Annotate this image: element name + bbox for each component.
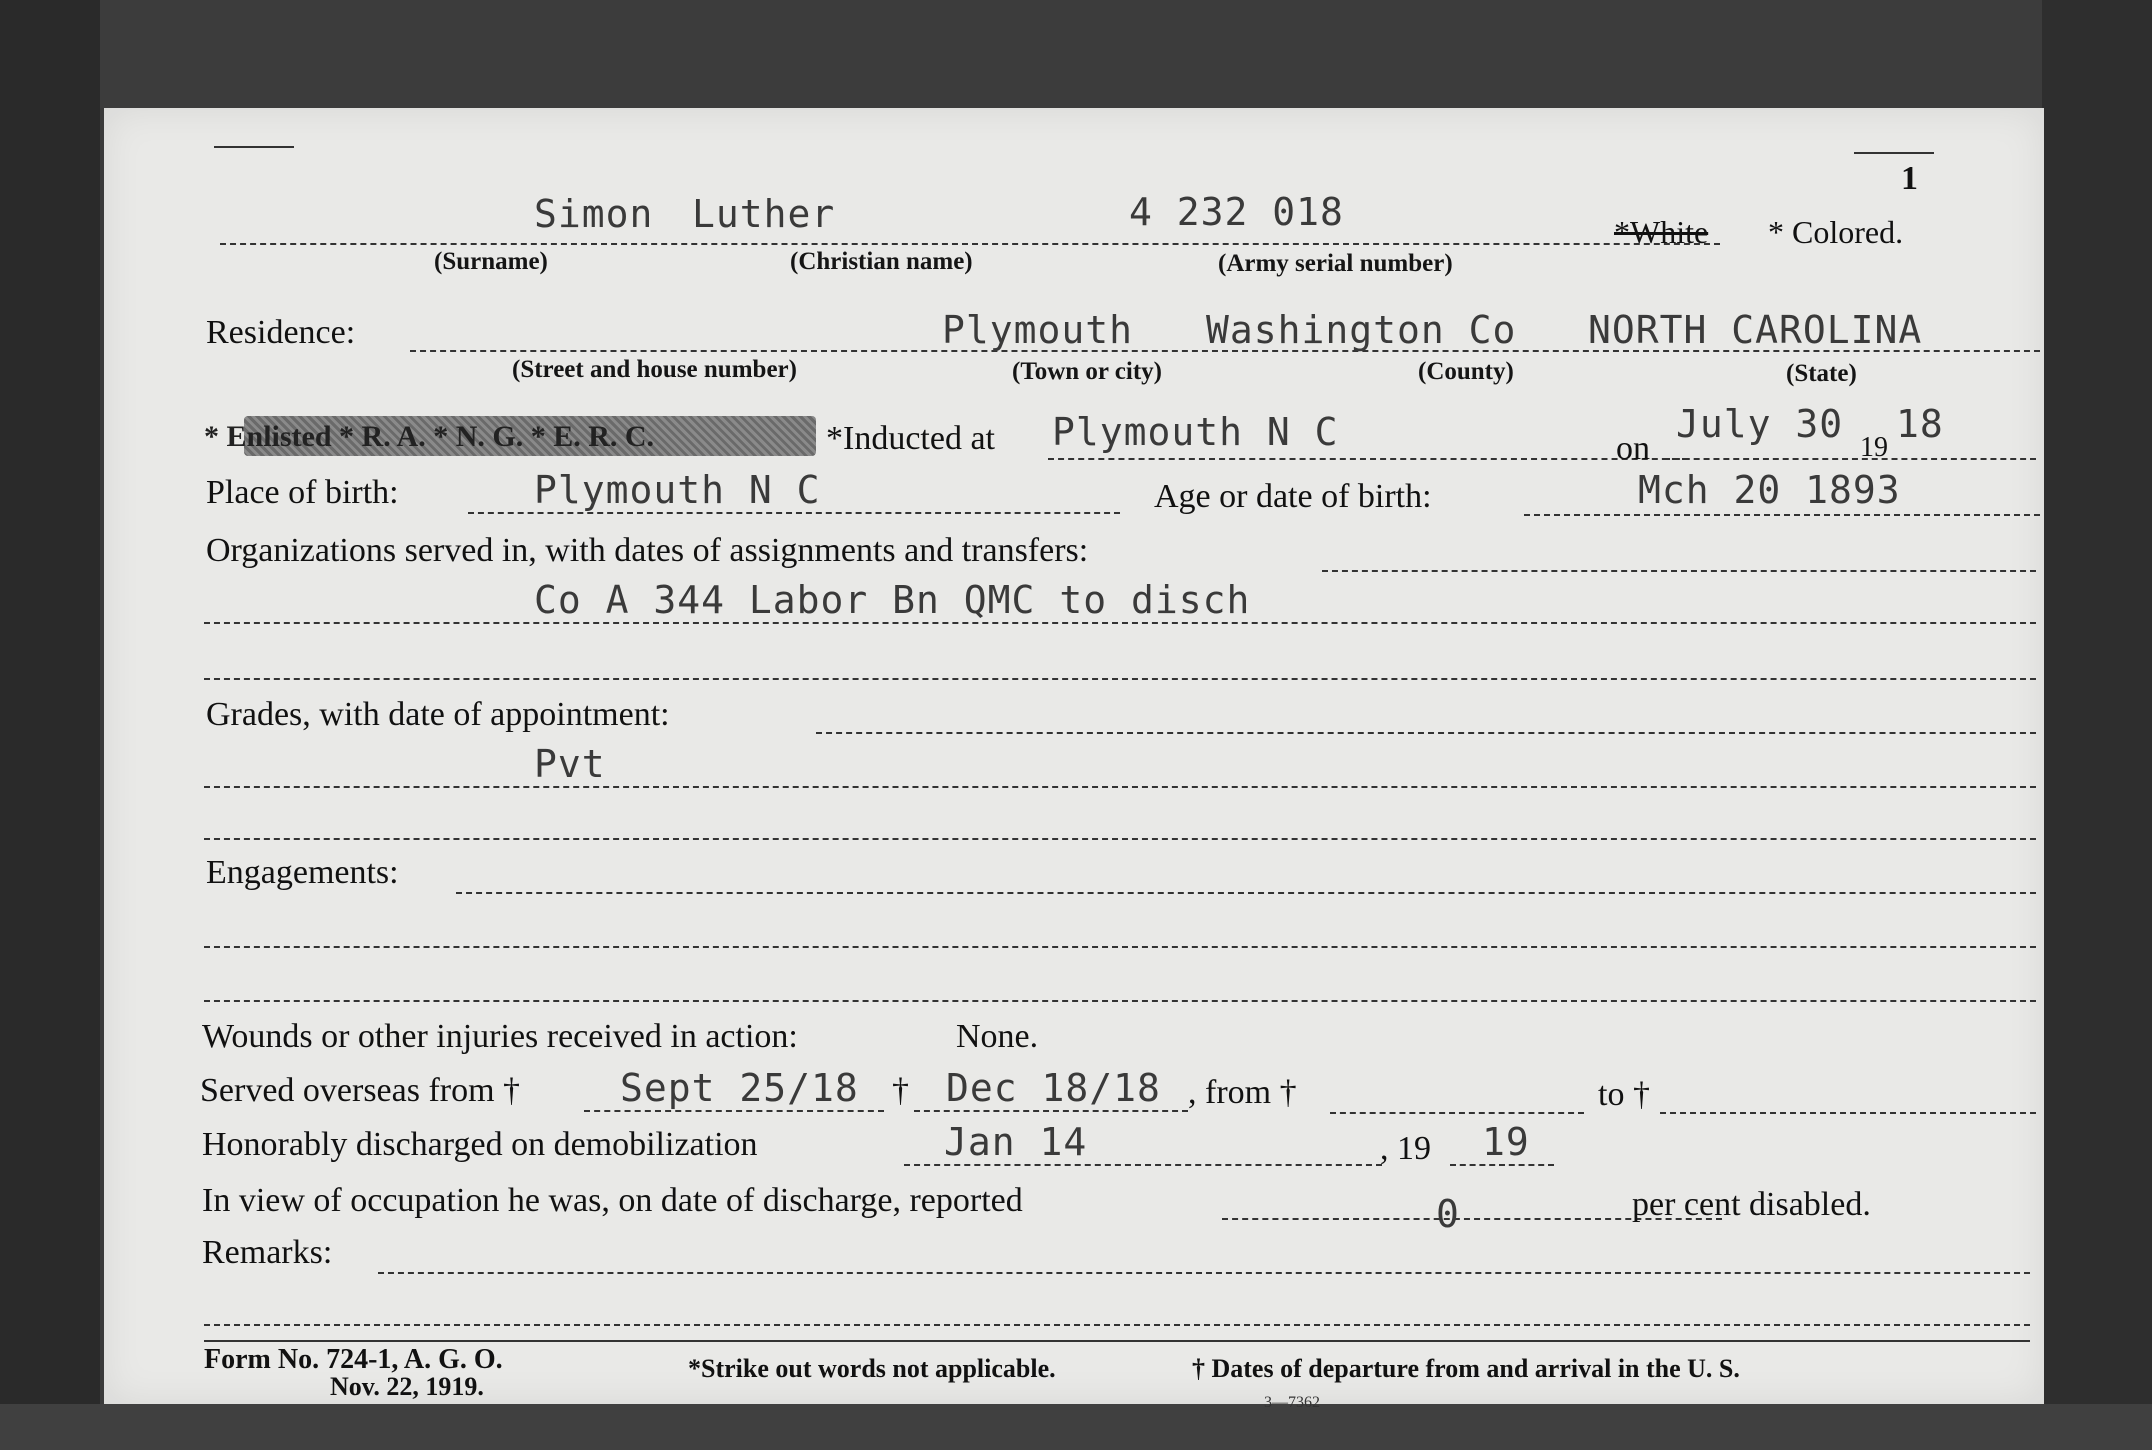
remarks-label: Remarks: xyxy=(202,1234,333,1271)
name-line xyxy=(220,243,1720,245)
engagements-line-3 xyxy=(204,1000,2036,1002)
inducted-line xyxy=(1048,458,1688,460)
inducted-place-value: Plymouth N C xyxy=(1052,410,1339,454)
discharge-label: Honorably discharged on demobilization xyxy=(202,1126,758,1163)
grades-line-2 xyxy=(204,786,2036,788)
caption-town: (Town or city) xyxy=(1012,358,1162,385)
caption-christian-name: (Christian name) xyxy=(790,248,973,275)
discharge-year-prefix: , 19 xyxy=(1380,1130,1431,1167)
inducted-date-value: July 30 xyxy=(1676,402,1844,446)
discharge-date-value: Jan 14 xyxy=(944,1120,1088,1164)
birth-place-line xyxy=(468,512,1120,514)
discharge-date-line xyxy=(904,1164,1382,1166)
serial-number-value: 4 232 018 xyxy=(1129,190,1344,234)
grades-line-3 xyxy=(204,838,2036,840)
state-value: NORTH CAROLINA xyxy=(1588,308,1923,352)
from2-line xyxy=(1330,1112,1584,1114)
overseas-to-line xyxy=(914,1110,1188,1112)
scan-background-top xyxy=(0,0,2152,108)
scan-background-bottom xyxy=(0,1404,2152,1450)
remarks-line-1 xyxy=(378,1272,2030,1274)
birth-place-label: Place of birth: xyxy=(206,474,399,511)
birth-date-value: Mch 20 1893 xyxy=(1638,468,1901,512)
overseas-label: Served overseas from † xyxy=(200,1072,521,1109)
caption-street: (Street and house number) xyxy=(512,356,797,383)
enlisted-options: * Enlisted * R. A. * N. G. * E. R. C. xyxy=(204,420,655,453)
page-number: 1 xyxy=(1901,160,1918,197)
to2-label: to † xyxy=(1598,1076,1650,1113)
age-label: Age or date of birth: xyxy=(1154,478,1432,515)
footnote-dates: † Dates of departure from and arrival in the U. S. xyxy=(1192,1354,1740,1383)
organizations-line-3 xyxy=(204,678,2036,680)
grades-value: Pvt xyxy=(534,742,606,786)
race-colored-option: * Colored. xyxy=(1768,214,1904,250)
wounds-value: None. xyxy=(956,1018,1039,1055)
overseas-from-value: Sept 25/18 xyxy=(620,1066,859,1110)
christian-name-value: Luther xyxy=(692,192,836,236)
organizations-line-2 xyxy=(204,622,2036,624)
race-white-option: *White xyxy=(1614,214,1709,250)
scan-background-left xyxy=(0,0,100,1450)
engagements-label: Engagements: xyxy=(206,854,399,891)
footer-rule xyxy=(204,1340,2030,1342)
footnote-strike-out: *Strike out words not applicable. xyxy=(688,1354,1056,1383)
remarks-line-2 xyxy=(204,1324,2030,1326)
disability-suffix: per cent disabled. xyxy=(1632,1186,1871,1223)
surname-value: Simon xyxy=(534,192,654,236)
residence-label: Residence: xyxy=(206,314,356,351)
discharge-year-value: 19 xyxy=(1482,1120,1530,1164)
engagements-line-1 xyxy=(456,892,2036,894)
caption-surname: (Surname) xyxy=(434,248,548,275)
town-value: Plymouth xyxy=(942,308,1134,352)
print-code: 3—7362 xyxy=(1264,1394,1320,1411)
caption-county: (County) xyxy=(1418,358,1514,385)
caption-serial: (Army serial number) xyxy=(1218,250,1453,277)
overseas-from-line xyxy=(584,1110,884,1112)
scan-background-right xyxy=(2042,0,2152,1450)
disability-label: In view of occupation he was, on date of discharge, reported xyxy=(202,1182,1023,1219)
birth-place-value: Plymouth N C xyxy=(534,468,821,512)
inducted-label: *Inducted at xyxy=(826,420,995,457)
inducted-year-value: 18 xyxy=(1896,402,1944,446)
organizations-line-1 xyxy=(1322,570,2036,572)
overseas-to-value: Dec 18/18 xyxy=(946,1066,1161,1110)
grades-line-1 xyxy=(816,732,2036,734)
wounds-label: Wounds or other injuries received in action: xyxy=(202,1018,798,1055)
corner-mark-left xyxy=(214,146,294,148)
on-label: on xyxy=(1616,430,1650,467)
overseas-to-mark: † xyxy=(892,1072,909,1109)
grades-label: Grades, with date of appointment: xyxy=(206,696,670,733)
discharge-year-line xyxy=(1450,1164,1554,1166)
inducted-year-prefix: 19 xyxy=(1860,432,1888,463)
inducted-date-line xyxy=(1664,458,2036,460)
service-record-card xyxy=(104,108,2044,1411)
engagements-line-2 xyxy=(204,946,2036,948)
county-value: Washington Co xyxy=(1206,308,1517,352)
disability-value: 0 xyxy=(1436,1192,1460,1236)
organizations-value: Co A 344 Labor Bn QMC to disch xyxy=(534,578,1251,622)
caption-state: (State) xyxy=(1786,360,1857,387)
form-number: Form No. 724-1, A. G. O. xyxy=(204,1344,503,1375)
from2-label: , from † xyxy=(1188,1074,1297,1111)
form-date: Nov. 22, 1919. xyxy=(330,1372,484,1401)
to2-line xyxy=(1660,1112,2036,1114)
corner-mark-right xyxy=(1854,152,1934,154)
birth-date-line xyxy=(1524,514,2040,516)
organizations-label: Organizations served in, with dates of assignments and transfers: xyxy=(206,532,1089,569)
